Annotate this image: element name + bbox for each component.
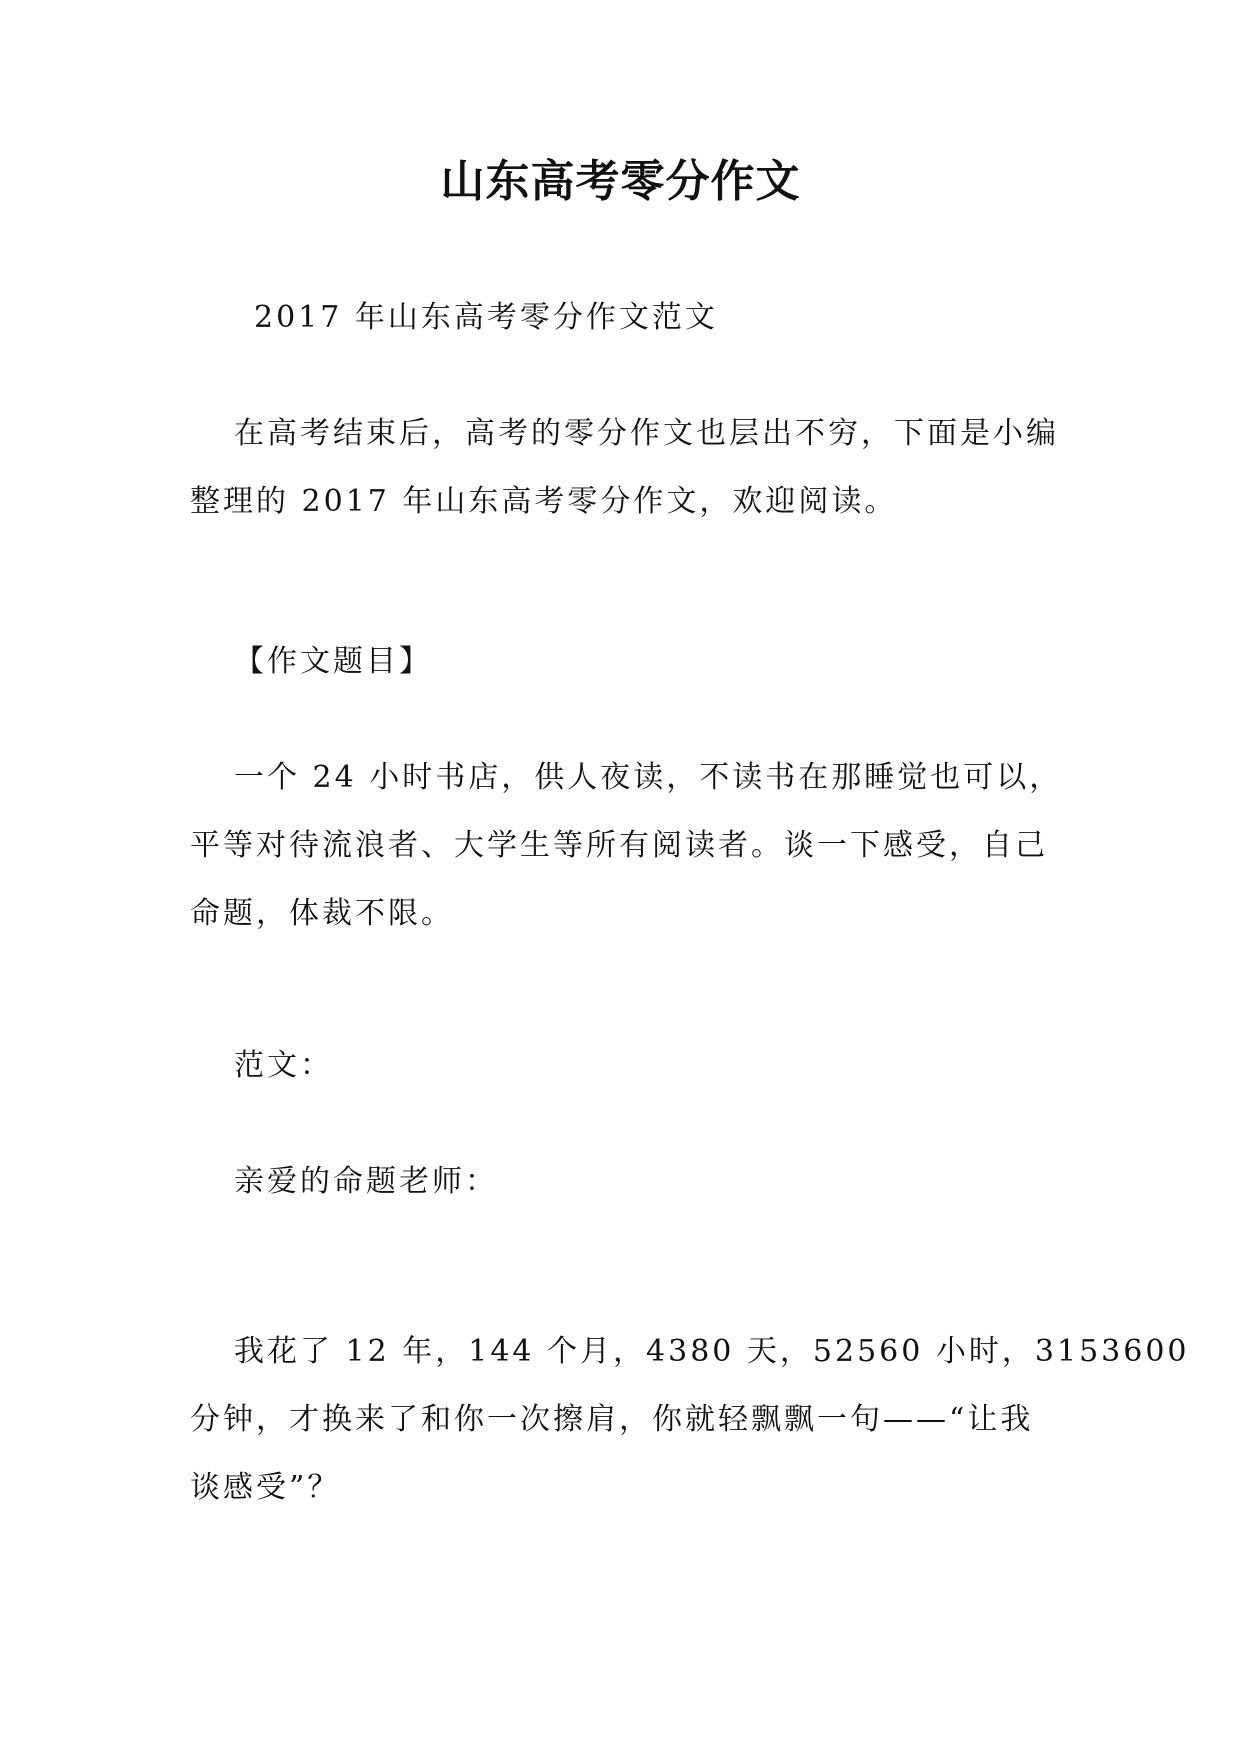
letter-greeting <box>190 1148 1050 1216</box>
body-line: 谈感受”？ <box>190 1470 341 1505</box>
intro-paragraph <box>190 400 1059 536</box>
topic-line: 命题，体裁不限。 <box>190 896 454 931</box>
subtitle-text: 2017 年山东高考零分作文范文 <box>254 300 718 335</box>
topic-heading <box>190 628 1050 696</box>
document-title: 山东高考零分作文 <box>440 156 801 207</box>
greeting-text: 亲爱的命题老师： <box>234 1164 498 1199</box>
document-subtitle <box>190 284 1114 352</box>
intro-line: 在高考结束后，高考的零分作文也层出不穷，下面是小编 <box>234 416 1059 451</box>
topic-line: 平等对待流浪者、大学生等所有阅读者。谈一下感受，自己 <box>190 828 1048 863</box>
body-line: 我花了 12 年，144 个月，4380 天，52560 小时，3153600 <box>234 1334 1190 1369</box>
body-line: 分钟，才换来了和你一次擦肩，你就轻飘飘一句——“让我 <box>190 1402 1034 1437</box>
topic-paragraph <box>190 744 1063 948</box>
topic-line: 一个 24 小时书店，供人夜读，不读书在那睡觉也可以， <box>234 760 1063 795</box>
intro-line: 整理的 2017 年山东高考零分作文，欢迎阅读。 <box>190 484 898 519</box>
topic-heading-text: 【作文题目】 <box>234 644 432 679</box>
sample-label-text: 范文： <box>234 1048 333 1083</box>
body-paragraph <box>190 1318 1190 1522</box>
sample-label <box>190 1032 1050 1100</box>
